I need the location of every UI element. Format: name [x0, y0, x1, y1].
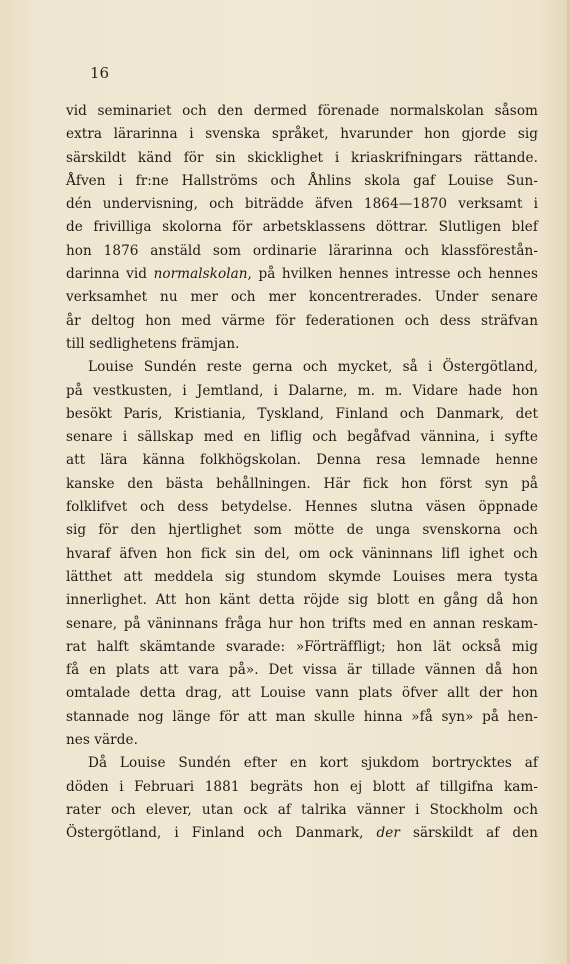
text-line: verksamhet nu mer och mer koncentrerades. Under senare	[66, 289, 538, 306]
text-line: att lära känna folkhögskolan. Denna resa lemnade henne	[66, 452, 538, 469]
text-line: få en plats att vara på». Det vissa är tillade vännen då hon	[66, 662, 538, 679]
text-line: kanske den bästa behållningen. Här fick hon först syn på	[66, 475, 538, 492]
text-line: nes värde.	[66, 732, 138, 749]
text-line: besökt Paris, Kristiania, Tyskland, Finland och Danmark, det	[66, 405, 538, 422]
text-line: senare, på väninnans fråga hur hon trifts med en annan reskam-	[66, 615, 538, 632]
text-line: döden i Februari 1881 begräts hon ej blott af tillgifna kam-	[66, 778, 538, 795]
text-line: dén undervisning, och biträdde äfven 1864—1870 verksamt i	[66, 196, 538, 213]
text-line	[66, 263, 538, 286]
text-line: omtalade detta drag, att Louise vann plats öfver allt der hon	[66, 685, 538, 702]
text-line: folklifvet och dess betydelse. Hennes slutna väsen öppnade	[66, 499, 538, 516]
text-line: Louise Sundén reste gerna och mycket, så i Östergötland,	[88, 359, 538, 376]
italic-segment: normalskolan	[153, 266, 248, 283]
text-line: innerlighet. Att hon känt detta röjde sig blott en gång då hon	[66, 592, 538, 609]
body-text	[66, 100, 538, 846]
text-line: sig för den hjertlighet som mötte de unga svenskorna och	[66, 522, 538, 539]
italic-segment: der	[376, 825, 400, 842]
text-line: rater och elever, utan ock af talrika vänner i Stockholm och	[66, 801, 538, 818]
text-line: Då Louise Sundén efter en kort sjukdom bortrycktes af	[88, 755, 538, 772]
text-segment: Östergötland, i Finland och Danmark,	[66, 825, 377, 842]
page-number: 16	[90, 64, 110, 82]
text-line: senare i sällskap med en liflig och begåfvad vännina, i syfte	[66, 429, 538, 446]
text-line: de frivilliga skolorna för arbetsklassens döttrar. Slutligen blef	[66, 219, 538, 236]
text-segment: darinna vid	[66, 266, 154, 283]
text-line: lätthet att meddela sig stundom skymde Louises mera tysta	[66, 568, 538, 585]
text-line: vid seminariet och den dermed förenade normalskolan såsom	[66, 103, 538, 119]
text-segment: , på hvilken hennes intresse och hennes	[247, 266, 538, 283]
text-line: Åfven i fr:ne Hallströms och Åhlins skola gaf Louise Sun-	[66, 172, 538, 189]
text-line: till sedlighetens främjan.	[66, 335, 240, 352]
text-line: på vestkusten, i Jemtland, i Dalarne, m. m. Vidare hade hon	[66, 382, 538, 399]
text-line: hon 1876 anstäld som ordinarie lärarinna och klassförestån-	[66, 242, 538, 259]
text-segment: särskildt af den	[399, 825, 538, 842]
text-line: extra lärarinna i svenska språket, hvarunder hon gjorde sig	[66, 126, 538, 143]
text-line: stannade nog länge för att man skulle hinna »få syn» på hen-	[66, 708, 538, 725]
text-line: år deltog hon med värme för federationen och dess sträfvan	[66, 312, 538, 329]
text-line: hvaraf äfven hon fick sin del, om ock väninnans lifl ighet och	[66, 545, 538, 562]
text-line: rat halft skämtande svarade: »Förträffligt; hon lät också mig	[66, 638, 538, 655]
text-line	[66, 822, 538, 845]
text-line: särskildt känd för sin skicklighet i kriaskrifningars rättande.	[66, 149, 538, 166]
